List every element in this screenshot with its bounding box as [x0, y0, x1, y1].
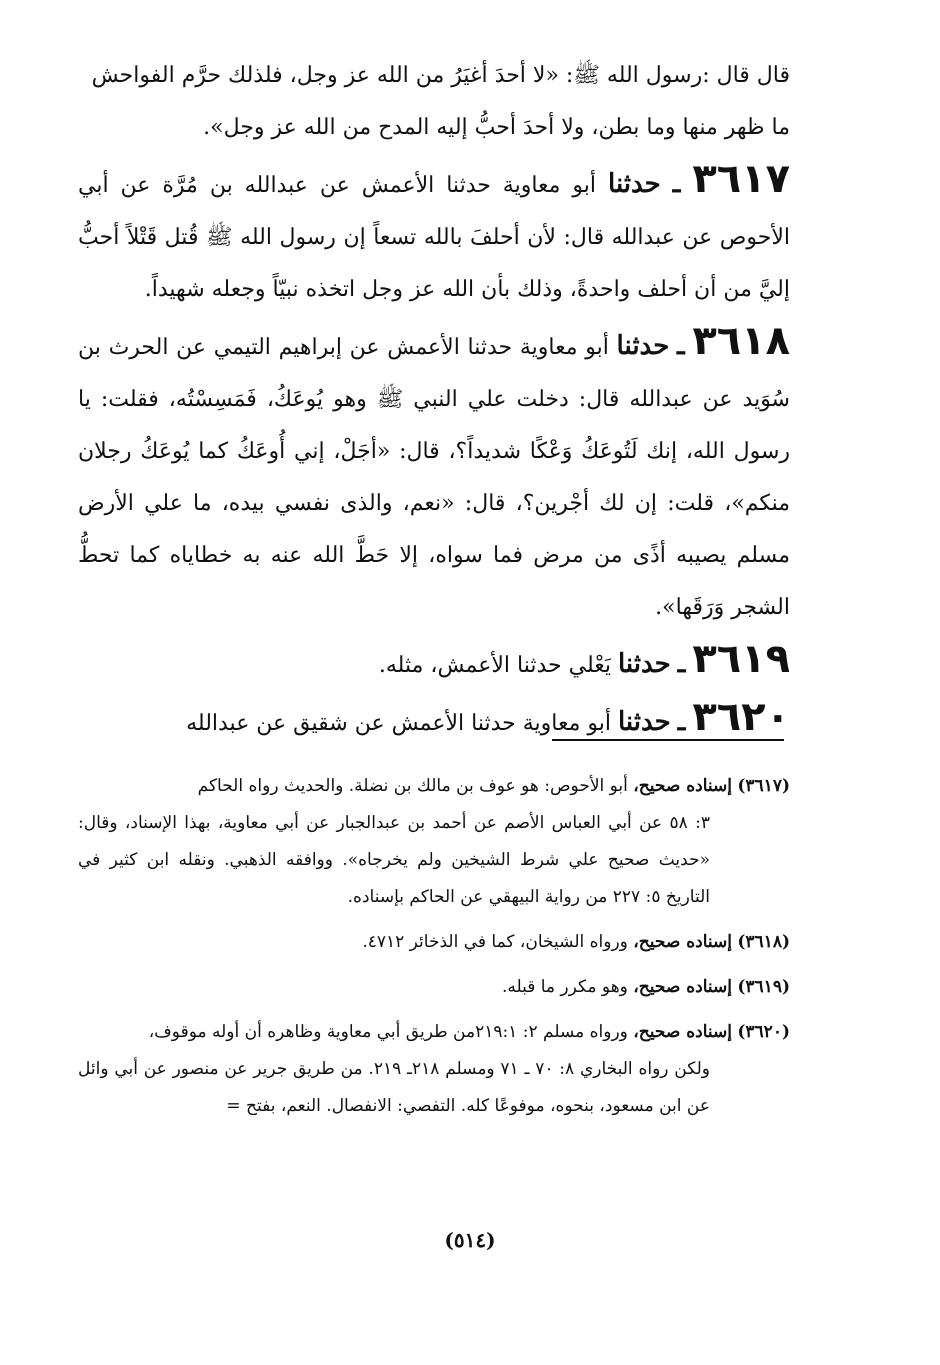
- hadith-3620: [78, 696, 790, 750]
- footnote-ref: (٣٦٢٠): [737, 1022, 790, 1042]
- footnote-grade: إسناده صحيح،: [633, 932, 732, 952]
- hadith-text: يَعْلي حدثنا الأعمش، مثله.: [378, 653, 611, 678]
- intro-line-2: ما ظهر منها وما بطن، ولا أحدَ أحبُّ إليه المدح من الله عز وجل».: [203, 115, 790, 140]
- footnote-ref: (٣٦١٧): [737, 776, 790, 796]
- hadith-number: ٣٦١٨: [692, 318, 790, 364]
- footnote-3617: [78, 768, 790, 916]
- hadith-3619: [78, 638, 790, 692]
- page-number: (٥١٤): [444, 1228, 496, 1252]
- hadith-text: أبو معاوية حدثنا الأعمش عن شقيق عن عبدالله: [186, 711, 611, 736]
- hadith-keyword: حدثنا: [617, 649, 671, 679]
- hadith-dash: ـ: [672, 169, 681, 199]
- footnote-continuation: ولكن رواه البخاري ٨: ٧٠ ـ ٧١ ومسلم ٢١٨ـ ٢١٩. من طريق جرير عن منصور عن أبي وائل عن ابن مسعود، بنحوه، موفوعًا كله. التفصي: الانفصال. النعم، بفتح =: [78, 1059, 710, 1116]
- hadith-3617: [78, 158, 790, 316]
- footnote-text: وهو مكرر ما قبله.: [501, 977, 628, 997]
- main-text: [78, 50, 790, 750]
- footnote-ref: (٣٦١٨): [737, 932, 790, 952]
- hadith-number: ٣٦١٧: [692, 156, 790, 202]
- intro-line-1: قال قال :رسول الله ﷺ: «لا أحدَ أغيَرُ من الله عز وجل، فلذلك حرَّم الفواحش: [91, 63, 790, 88]
- footnote-text: ورواه الشيخان، كما في الذخائر ٤٧١٢.: [362, 932, 628, 952]
- footnote-3619: [78, 969, 790, 1006]
- footnote-3618: [78, 924, 790, 961]
- footnote-text: ورواه مسلم ٢: ٢١٩:١من طريق أبي معاوية وظاهره أن أوله موقوف،: [148, 1022, 628, 1042]
- hadith-keyword: حدثنا: [616, 331, 670, 361]
- hadith-keyword: حدثنا: [617, 707, 671, 737]
- footnote-3620: [78, 1014, 790, 1125]
- hadith-number: ٣٦١٩: [692, 636, 790, 682]
- footnote-grade: إسناده صحيح،: [633, 1022, 732, 1042]
- footnotes: [78, 768, 790, 1125]
- hadith-dash: ـ: [677, 649, 686, 679]
- hadith-text: أبو معاوية حدثنا الأعمش عن إبراهيم التيمي عن الحرث بن سُوَيد عن عبدالله قال: دخلت علي النبي ﷺ وهو يُوعَكُ، فَمَسِسْتُه، فقلت: يا رسول الله، إنك لَتُوعَكُ وَعْكًا شديداً؟، قال: «أجَلْ، إني أُوعَكُ كما يُوعَكُ رجلان منكم»، قلت: إن لك أجْرين؟، قال: «نعم، والذى نفسي بيده، ما علي الأرض مسلم يصيبه أذًى من مرض فما سواه، إلا حَطَّ الله عنه به خطاياه كما تحطُّ الشجر وَرَقَها».: [78, 335, 790, 620]
- hadith-3618: [78, 320, 790, 634]
- hadith-keyword: حدثنا: [608, 169, 661, 199]
- hadith-dash: ـ: [677, 331, 685, 361]
- footnote-text: أبو الأحوص: هو عوف بن مالك بن نضلة. والحديث رواه الحاكم: [197, 776, 628, 796]
- footnote-grade: إسناده صحيح،: [633, 776, 732, 796]
- footnote-continuation: ٣: ٥٨ عن أبي العباس الأصم عن أحمد بن عبدالجبار عن أبي معاوية، بهذا الإسناد، وقال: «حديث صحيح علي شرط الشيخين ولم يخرجاه». ووافقه الذهبي. ونقله ابن كثير في التاريخ ٥: ٢٢٧ من رواية البيهقي عن الحاكم بإسناده.: [78, 813, 710, 907]
- footnote-divider: [552, 739, 784, 741]
- hadith-number: ٣٦٢٠: [692, 694, 790, 740]
- hadith-dash: ـ: [677, 707, 686, 737]
- intro-paragraph: [78, 50, 790, 154]
- footnote-ref: (٣٦١٩): [737, 977, 790, 997]
- footnote-grade: إسناده صحيح،: [633, 977, 732, 997]
- hadith-text: أبو معاوية حدثنا الأعمش عن عبدالله بن مُرَّة عن أبي الأحوص عن عبدالله قال: لأن أحلفَ بالله تسعاً إن رسول الله ﷺ قُتل قَتْلاً أحبُّ إليَّ من أن أحلف واحدةً، وذلك بأن الله عز وجل اتخذه نبيّاً وجعله شهيداً.: [78, 173, 790, 302]
